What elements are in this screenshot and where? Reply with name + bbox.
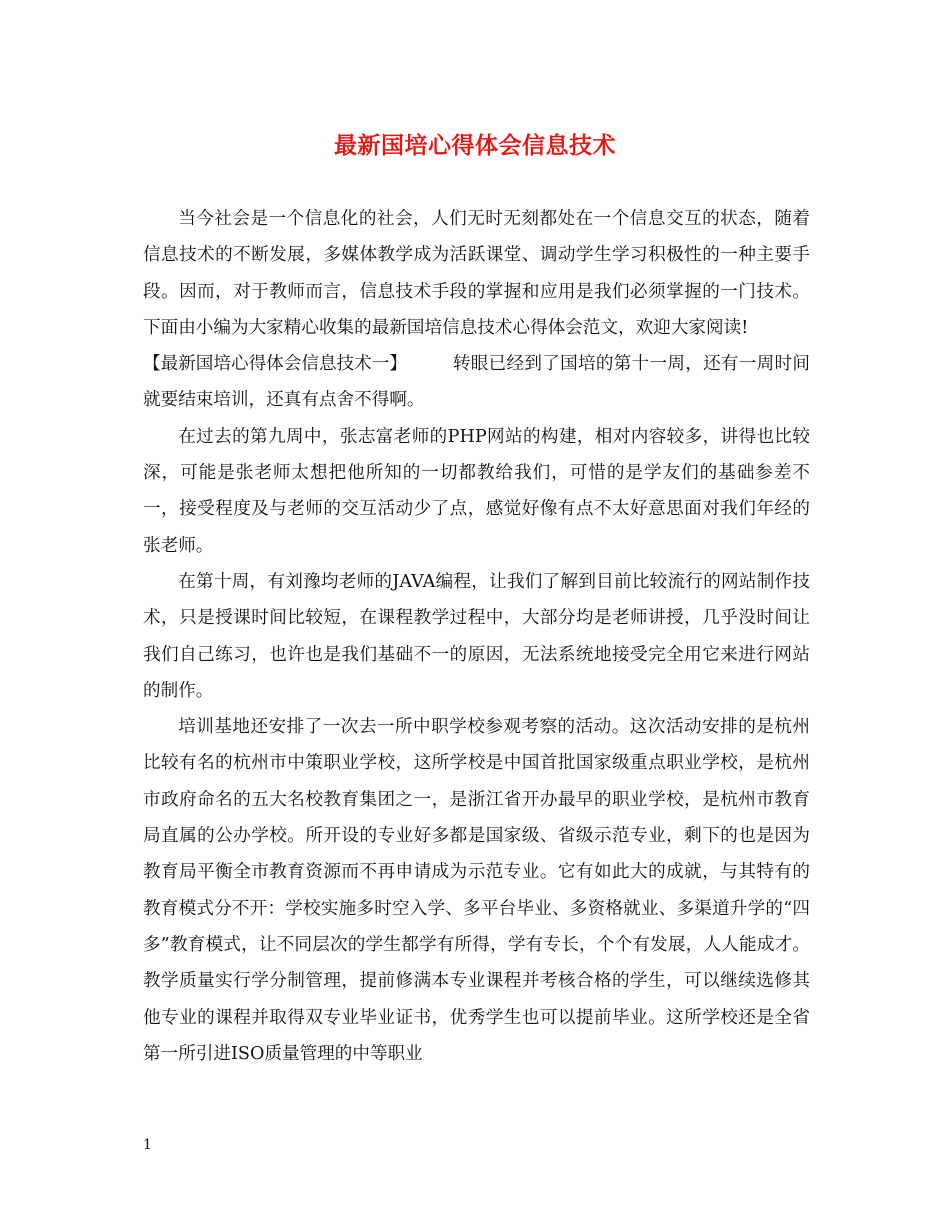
intro-paragraph: 当今社会是一个信息化的社会，人们无时无刻都处在一个信息交互的状态，随着信息技术的不断发展，多媒体教学成为活跃课堂、调动学生学习积极性的一种主要手段。因而，对于教师而言，信息技术手段的掌握和应用是我们必须掌握的一门技术。下面由小编为大家精心收集的最新国培信息技术心得体会范文，欢迎大家阅读! xyxy=(143,209,810,338)
page-number: 1 xyxy=(143,1137,152,1153)
document-body xyxy=(143,201,810,1072)
document-title: 最新国培心得体会信息技术 xyxy=(334,132,616,159)
section-1-heading: 【最新国培心得体会信息技术一】 xyxy=(143,354,407,375)
section-1-paragraph xyxy=(143,346,810,419)
section-1-text: 转眼已经到了国培的第十一周，还有一周时间就要结束培训，还真有点舍不得啊。 xyxy=(143,354,810,411)
week-9-paragraph: 在过去的第九周中，张志富老师的PHP网站的构建，相对内容较多，讲得也比较深，可能是张老师太想把他所知的一切都教给我们，可惜的是学友们的基础参差不一，接受程度及与老师的交互活动少了点，感觉好像有点不太好意思面对我们年经的张老师。 xyxy=(143,426,810,556)
school-visit-paragraph: 培训基地还安排了一次去一所中职学校参观考察的活动。这次活动安排的是杭州比较有名的杭州市中策职业学校，这所学校是中国首批国家级重点职业学校，是杭州市政府命名的五大名校教育集团之一，是浙江省开办最早的职业学校，是杭州市教育局直属的公办学校。所开设的专业好多都是国家级、省级示范专业，剩下的也是因为教育局平衡全市教育资源而不再申请成为示范专业。它有如此大的成就，与其特有的教育模式分不开：学校实施多时空入学、多平台毕业、多资格就业、多渠道升学的“四多”教育模式，让不同层次的学生都学有所得，学有专长，个个有发展，人人能成才。教学质量实行学分制管理，提前修满本专业课程并考核合格的学生，可以继续选修其他专业的课程并取得双专业毕业证书，优秀学生也可以提前毕业。这所学校还是全省第一所引进ISO质量管理的中等职业 xyxy=(143,717,810,1064)
week-10-paragraph: 在第十周，有刘豫均老师的JAVA编程，让我们了解到目前比较流行的网站制作技术，只是授课时间比较短，在课程教学过程中，大部分均是老师讲授，几乎没时间让我们自己练习，也许也是我们基础不一的原因，无法系统地接受完全用它来进行网站的制作。 xyxy=(143,571,810,701)
